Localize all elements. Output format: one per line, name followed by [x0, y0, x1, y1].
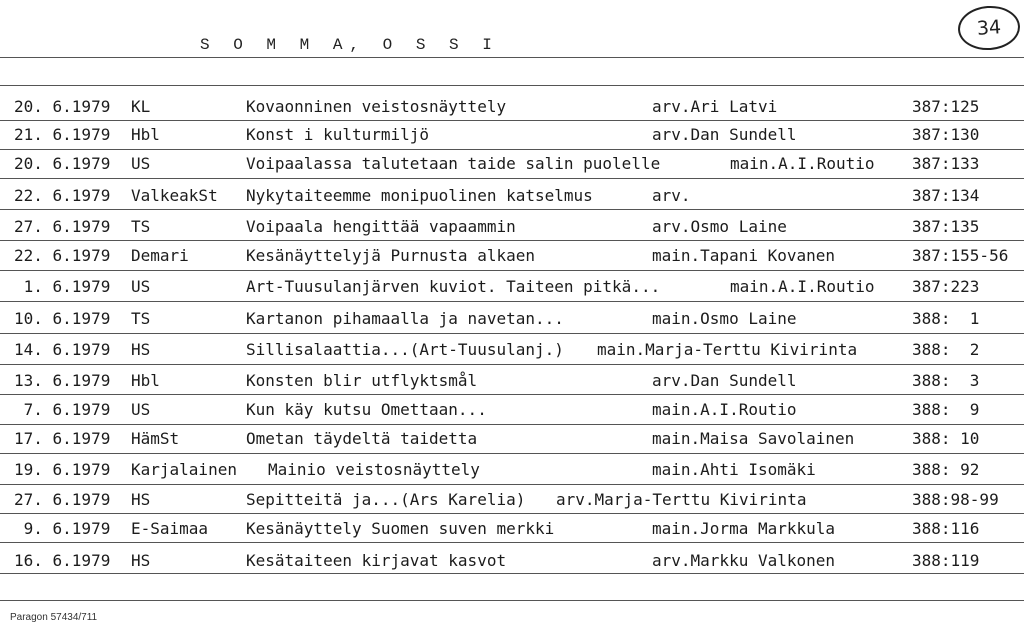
list-item — [0, 486, 1024, 514]
list-item — [0, 273, 1024, 301]
card-heading: S O M M A, O S S I — [200, 36, 499, 54]
entry-source: E-Saimaa — [131, 519, 209, 538]
entry-date: 20. 6.1979 — [14, 97, 111, 116]
entry-title: Sillisalaattia...(Art-Tuusulanj.) — [246, 340, 564, 359]
entry-title: Mainio veistosnäyttely — [268, 460, 480, 479]
entry-author: arv.Marja-Terttu Kivirinta — [556, 490, 807, 509]
entry-date: 9. 6.1979 — [14, 519, 111, 538]
divider — [0, 484, 1024, 485]
entry-author: arv.Dan Sundell — [652, 371, 797, 390]
list-item — [0, 93, 1024, 121]
entry-ref: 388: 92 — [912, 460, 980, 479]
entry-ref: 387:134 — [912, 186, 980, 205]
list-item — [0, 396, 1024, 424]
divider — [0, 209, 1024, 210]
list-item — [0, 336, 1024, 364]
entry-author: main.Maisa Savolainen — [652, 429, 855, 448]
entry-title: Kesänäyttelyjä Purnusta alkaen — [246, 246, 535, 265]
list-item — [0, 425, 1024, 453]
entry-source: HS — [131, 551, 151, 570]
entry-date: 22. 6.1979 — [14, 186, 111, 205]
entry-ref: 387:223 — [912, 277, 980, 296]
divider — [0, 542, 1024, 543]
list-item — [0, 121, 1024, 149]
entry-source: Demari — [131, 246, 189, 265]
entry-author: arv.Osmo Laine — [652, 217, 787, 236]
entry-title: Ometan täydeltä taidetta — [246, 429, 478, 448]
entry-date: 27. 6.1979 — [14, 217, 111, 236]
entry-date: 20. 6.1979 — [14, 154, 111, 173]
entry-source: Karjalainen — [131, 460, 237, 479]
divider — [0, 453, 1024, 454]
entry-ref: 387:155-56 — [912, 246, 1009, 265]
entry-title: Kesänäyttely Suomen suven merkki — [246, 519, 555, 538]
entry-ref: 388:116 — [912, 519, 980, 538]
divider — [0, 600, 1024, 601]
entry-source: US — [131, 400, 151, 419]
entry-ref: 388: 9 — [912, 400, 980, 419]
entry-date: 27. 6.1979 — [14, 490, 111, 509]
entry-title: Konsten blir utflyktsmål — [246, 371, 478, 390]
entry-source: HämSt — [131, 429, 180, 448]
entry-date: 10. 6.1979 — [14, 309, 111, 328]
entry-author: arv.Dan Sundell — [652, 125, 797, 144]
entry-source: HS — [131, 340, 151, 359]
divider — [0, 57, 1024, 58]
entry-source: US — [131, 277, 151, 296]
list-item — [0, 515, 1024, 543]
entry-author: arv. — [652, 186, 691, 205]
entry-title: Kesätaiteen kirjavat kasvot — [246, 551, 507, 570]
list-item — [0, 547, 1024, 575]
entry-title: Voipaalassa talutetaan taide salin puolelle — [246, 154, 661, 173]
entry-source: HS — [131, 490, 151, 509]
entry-date: 14. 6.1979 — [14, 340, 111, 359]
entry-ref: 387:130 — [912, 125, 980, 144]
entry-title: Sepitteitä ja...(Ars Karelia) — [246, 490, 526, 509]
entry-date: 19. 6.1979 — [14, 460, 111, 479]
page-number-circle — [957, 4, 1022, 52]
divider — [0, 573, 1024, 574]
list-item — [0, 150, 1024, 178]
entry-author: main.Ahti Isomäki — [652, 460, 816, 479]
divider — [0, 178, 1024, 179]
entry-author: main.A.I.Routio — [730, 277, 875, 296]
entry-author: main.Osmo Laine — [652, 309, 797, 328]
entry-date: 16. 6.1979 — [14, 551, 111, 570]
divider — [0, 333, 1024, 334]
entry-title: Konst i kulturmiljö — [246, 125, 430, 144]
entry-ref: 387:125 — [912, 97, 980, 116]
entry-ref: 387:135 — [912, 217, 980, 236]
entry-ref: 388: 10 — [912, 429, 980, 448]
entry-date: 13. 6.1979 — [14, 371, 111, 390]
entry-source: ValkeakSt — [131, 186, 218, 205]
entry-ref: 388: 1 — [912, 309, 980, 328]
list-item — [0, 456, 1024, 484]
divider — [0, 270, 1024, 271]
entry-title: Voipaala hengittää vapaammin — [246, 217, 516, 236]
divider — [0, 394, 1024, 395]
divider — [0, 513, 1024, 514]
entry-author: main.Tapani Kovanen — [652, 246, 836, 265]
divider — [0, 85, 1024, 86]
entry-title: Kovaonninen veistosnäyttely — [246, 97, 507, 116]
entry-ref: 388:119 — [912, 551, 980, 570]
divider — [0, 301, 1024, 302]
entry-ref: 387:133 — [912, 154, 980, 173]
divider — [0, 364, 1024, 365]
entry-source: Hbl — [131, 371, 160, 390]
entry-ref: 388:98-99 — [912, 490, 999, 509]
print-code: Paragon 57434/711 — [10, 612, 98, 623]
entry-ref: 388: 3 — [912, 371, 980, 390]
entry-date: 21. 6.1979 — [14, 125, 111, 144]
entry-title: Art-Tuusulanjärven kuviot. Taiteen pitkä... — [246, 277, 661, 296]
entry-author: main.Jorma Markkula — [652, 519, 836, 538]
list-item — [0, 367, 1024, 395]
entry-author: arv.Ari Latvi — [652, 97, 778, 116]
entry-source: Hbl — [131, 125, 160, 144]
page-number: 34 — [976, 16, 1002, 40]
entry-author: main.Marja-Terttu Kivirinta — [597, 340, 858, 359]
entry-date: 17. 6.1979 — [14, 429, 111, 448]
list-item — [0, 213, 1024, 241]
entry-date: 1. 6.1979 — [14, 277, 111, 296]
entry-author: main.A.I.Routio — [652, 400, 797, 419]
list-item — [0, 182, 1024, 210]
divider — [0, 240, 1024, 241]
entry-date: 22. 6.1979 — [14, 246, 111, 265]
entry-source: US — [131, 154, 151, 173]
list-item — [0, 242, 1024, 270]
entry-author: main.A.I.Routio — [730, 154, 875, 173]
list-item — [0, 305, 1024, 333]
entry-title: Nykytaiteemme monipuolinen katselmus — [246, 186, 593, 205]
entry-source: TS — [131, 309, 151, 328]
entry-ref: 388: 2 — [912, 340, 980, 359]
entry-source: TS — [131, 217, 151, 236]
entry-author: arv.Markku Valkonen — [652, 551, 836, 570]
entry-title: Kun käy kutsu Omettaan... — [246, 400, 487, 419]
entry-date: 7. 6.1979 — [14, 400, 111, 419]
entry-title: Kartanon pihamaalla ja navetan... — [246, 309, 564, 328]
entry-source: KL — [131, 97, 151, 116]
